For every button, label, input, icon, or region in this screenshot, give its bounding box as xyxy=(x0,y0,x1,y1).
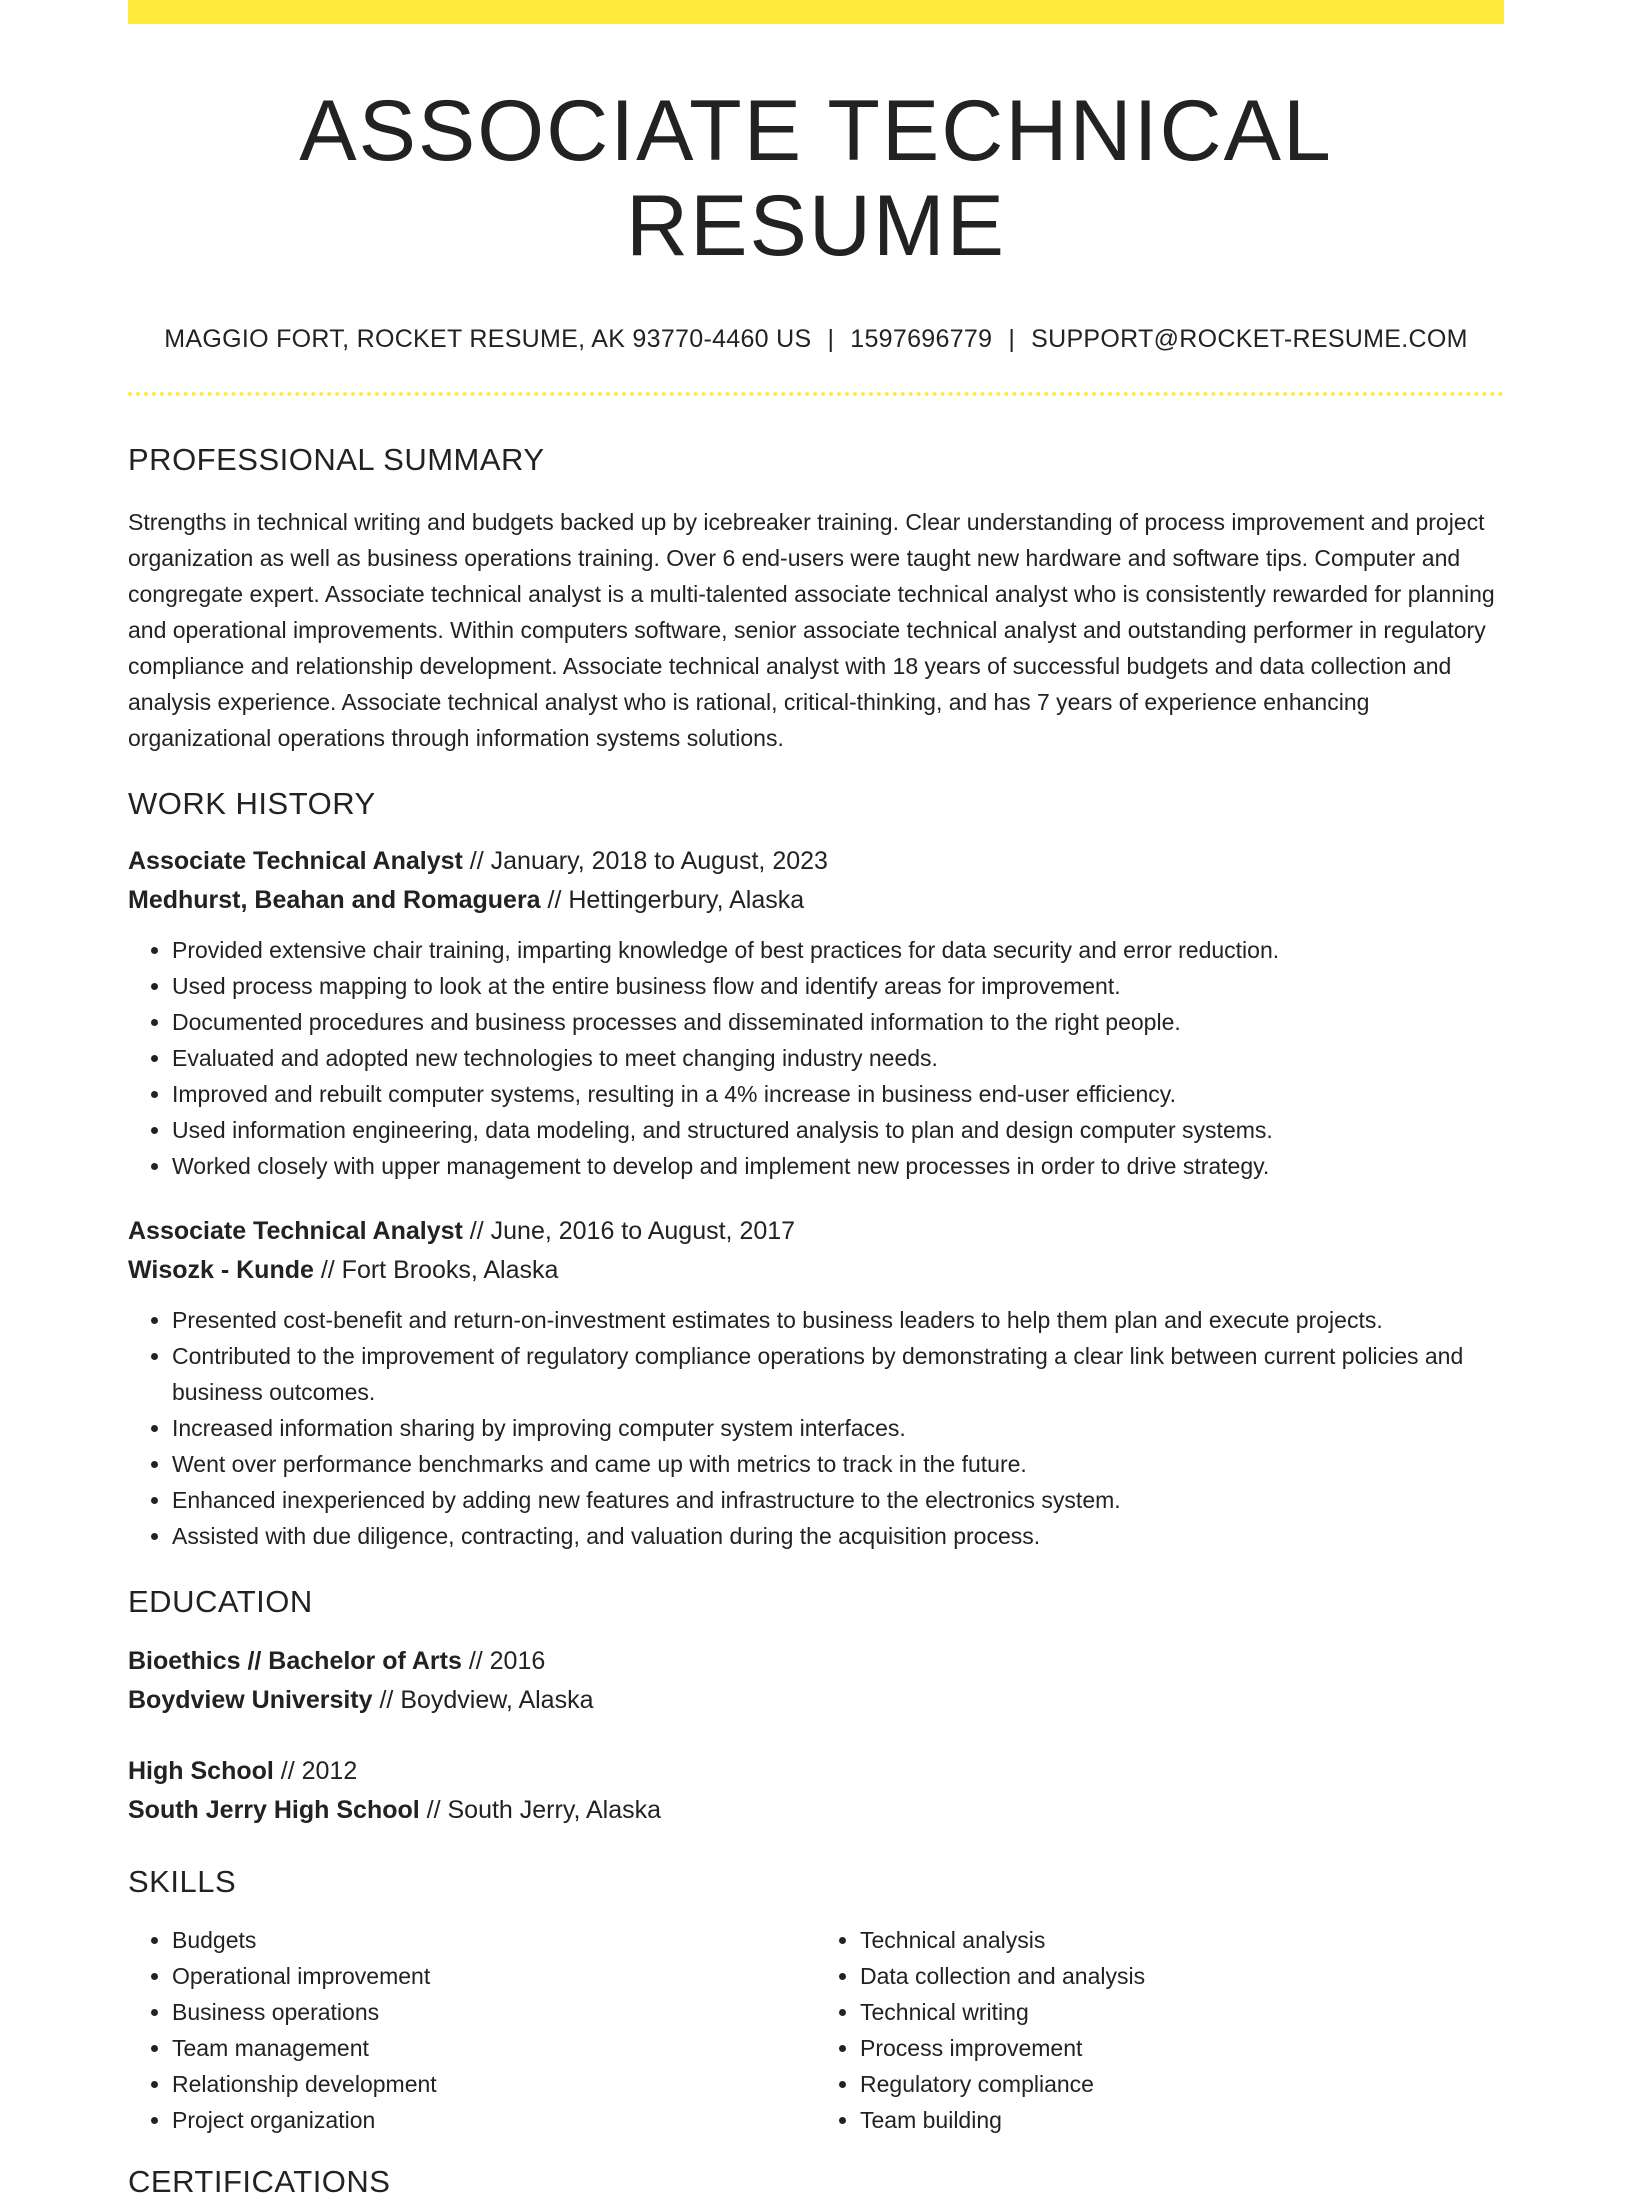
section-heading-education: EDUCATION xyxy=(128,1584,313,1620)
list-item: • Provided extensive chair training, imparting knowledge of best practices for data security and error reduction. xyxy=(172,932,1504,968)
skill-item: • Regulatory compliance xyxy=(860,2066,1504,2102)
school-location: // Boydview, Alaska xyxy=(372,1686,594,1715)
school-line xyxy=(128,1681,1504,1720)
section-heading-certifications: CERTIFICATIONS xyxy=(128,2164,391,2200)
skill-item: • Team management xyxy=(172,2030,816,2066)
skill-item: • Budgets xyxy=(172,1922,816,1958)
job-company: Medhurst, Beahan and Romaguera xyxy=(128,886,541,915)
job-title: Associate Technical Analyst xyxy=(128,847,463,876)
contact-email[interactable]: SUPPORT@ROCKET-RESUME.COM xyxy=(1031,325,1468,354)
list-item: • Documented procedures and business processes and disseminated information to the right people. xyxy=(172,1004,1504,1040)
accent-bar xyxy=(128,0,1504,24)
degree-line xyxy=(128,1642,1504,1681)
skill-item: • Relationship development xyxy=(172,2066,816,2102)
section-heading-work: WORK HISTORY xyxy=(128,786,376,822)
contact-phone[interactable]: 1597696779 xyxy=(850,325,993,354)
list-item: • Used process mapping to look at the entire business flow and identify areas for improvement. xyxy=(172,968,1504,1004)
skill-item: • Process improvement xyxy=(860,2030,1504,2066)
section-heading-summary: PROFESSIONAL SUMMARY xyxy=(128,442,545,478)
contact-line xyxy=(128,325,1504,354)
job-company: Wisozk - Kunde xyxy=(128,1256,314,1285)
skills-section xyxy=(128,1864,1504,2138)
list-item: • Evaluated and adopted new technologies to meet changing industry needs. xyxy=(172,1040,1504,1076)
skill-item: • Business operations xyxy=(172,1994,816,2030)
contact-separator: | xyxy=(1008,325,1016,354)
school: Boydview University xyxy=(128,1686,373,1715)
skill-item: • Operational improvement xyxy=(172,1958,816,1994)
school: South Jerry High School xyxy=(128,1796,420,1825)
job-location: // Hettingerbury, Alaska xyxy=(540,886,805,915)
degree-line xyxy=(128,1752,1504,1791)
skill-item: • Project organization xyxy=(172,2102,816,2138)
skills-grid xyxy=(128,1922,1504,2138)
job-entry xyxy=(128,842,1504,1184)
education-section xyxy=(128,1584,1504,1830)
list-item: • Presented cost-benefit and return-on-investment estimates to business leaders to help them plan and execute projects. xyxy=(172,1302,1504,1338)
list-item: • Used information engineering, data modeling, and structured analysis to plan and design computer systems. xyxy=(172,1112,1504,1148)
section-heading-skills: SKILLS xyxy=(128,1864,237,1900)
list-item: • Assisted with due diligence, contracting, and valuation during the acquisition process. xyxy=(172,1518,1504,1554)
degree: High School xyxy=(128,1757,274,1786)
work-history-section xyxy=(128,786,1504,1554)
skill-item: • Technical writing xyxy=(860,1994,1504,2030)
list-item: • Increased information sharing by improving computer system interfaces. xyxy=(172,1410,1504,1446)
certifications-section xyxy=(128,2164,1504,2200)
list-item: • Went over performance benchmarks and came up with metrics to track in the future. xyxy=(172,1446,1504,1482)
list-item: • Improved and rebuilt computer systems, resulting in a 4% increase in business end-user efficiency. xyxy=(172,1076,1504,1112)
job-title-line xyxy=(128,1212,1504,1251)
skill-item: • Team building xyxy=(860,2102,1504,2138)
summary-text: Strengths in technical writing and budgets backed up by icebreaker training. Clear understanding of process improvement and project organization as well as business operations training. Over 6 end-users were taught new hardware and software tips. Computer and congregate expert. Associate technical analyst is a multi-talented associate technical analyst who is consistently rewarded for planning and operational improvements. Within computers software, senior associate technical analyst and outstanding performer in regulatory compliance and relationship development. Associate technical analyst with 18 years of successful budgets and data collection and analysis experience. Associate technical analyst who is rational, critical-thinking, and has 7 years of experience enhancing organizational operations through information systems solutions. xyxy=(128,509,1495,752)
skill-item: • Technical analysis xyxy=(860,1922,1504,1958)
job-title-line xyxy=(128,842,1504,881)
school-line xyxy=(128,1791,1504,1830)
job-title: Associate Technical Analyst xyxy=(128,1217,463,1246)
education-entry xyxy=(128,1752,1504,1830)
professional-summary-section xyxy=(128,442,1504,756)
degree-year: // 2016 xyxy=(461,1647,546,1676)
education-entry xyxy=(128,1642,1504,1720)
dotted-divider xyxy=(128,392,1504,396)
skills-column-left xyxy=(128,1922,816,2138)
job-dates: // June, 2016 to August, 2017 xyxy=(462,1217,796,1246)
skill-item: • Data collection and analysis xyxy=(860,1958,1504,1994)
resume-title: ASSOCIATE TECHNICAL RESUME xyxy=(299,83,1333,274)
job-location: // Fort Brooks, Alaska xyxy=(313,1256,559,1285)
list-item: • Enhanced inexperienced by adding new features and infrastructure to the electronics system. xyxy=(172,1482,1504,1518)
contact-separator: | xyxy=(827,325,835,354)
job-company-line xyxy=(128,881,1504,920)
degree-year: // 2012 xyxy=(273,1757,358,1786)
list-item: • Worked closely with upper management to develop and implement new processes in order to drive strategy. xyxy=(172,1148,1504,1184)
job-bullets xyxy=(128,1302,1504,1554)
skills-column-right xyxy=(816,1922,1504,2138)
school-location: // South Jerry, Alaska xyxy=(419,1796,662,1825)
job-company-line xyxy=(128,1251,1504,1290)
degree: Bioethics // Bachelor of Arts xyxy=(128,1647,462,1676)
job-bullets xyxy=(128,932,1504,1184)
job-dates: // January, 2018 to August, 2023 xyxy=(462,847,828,876)
list-item: • Contributed to the improvement of regulatory compliance operations by demonstrating a clear link between current policies and business outcomes. xyxy=(172,1338,1504,1410)
job-entry xyxy=(128,1212,1504,1554)
resume-page xyxy=(128,0,1504,2200)
contact-address: MAGGIO FORT, ROCKET RESUME, AK 93770-4460 US xyxy=(164,325,812,354)
